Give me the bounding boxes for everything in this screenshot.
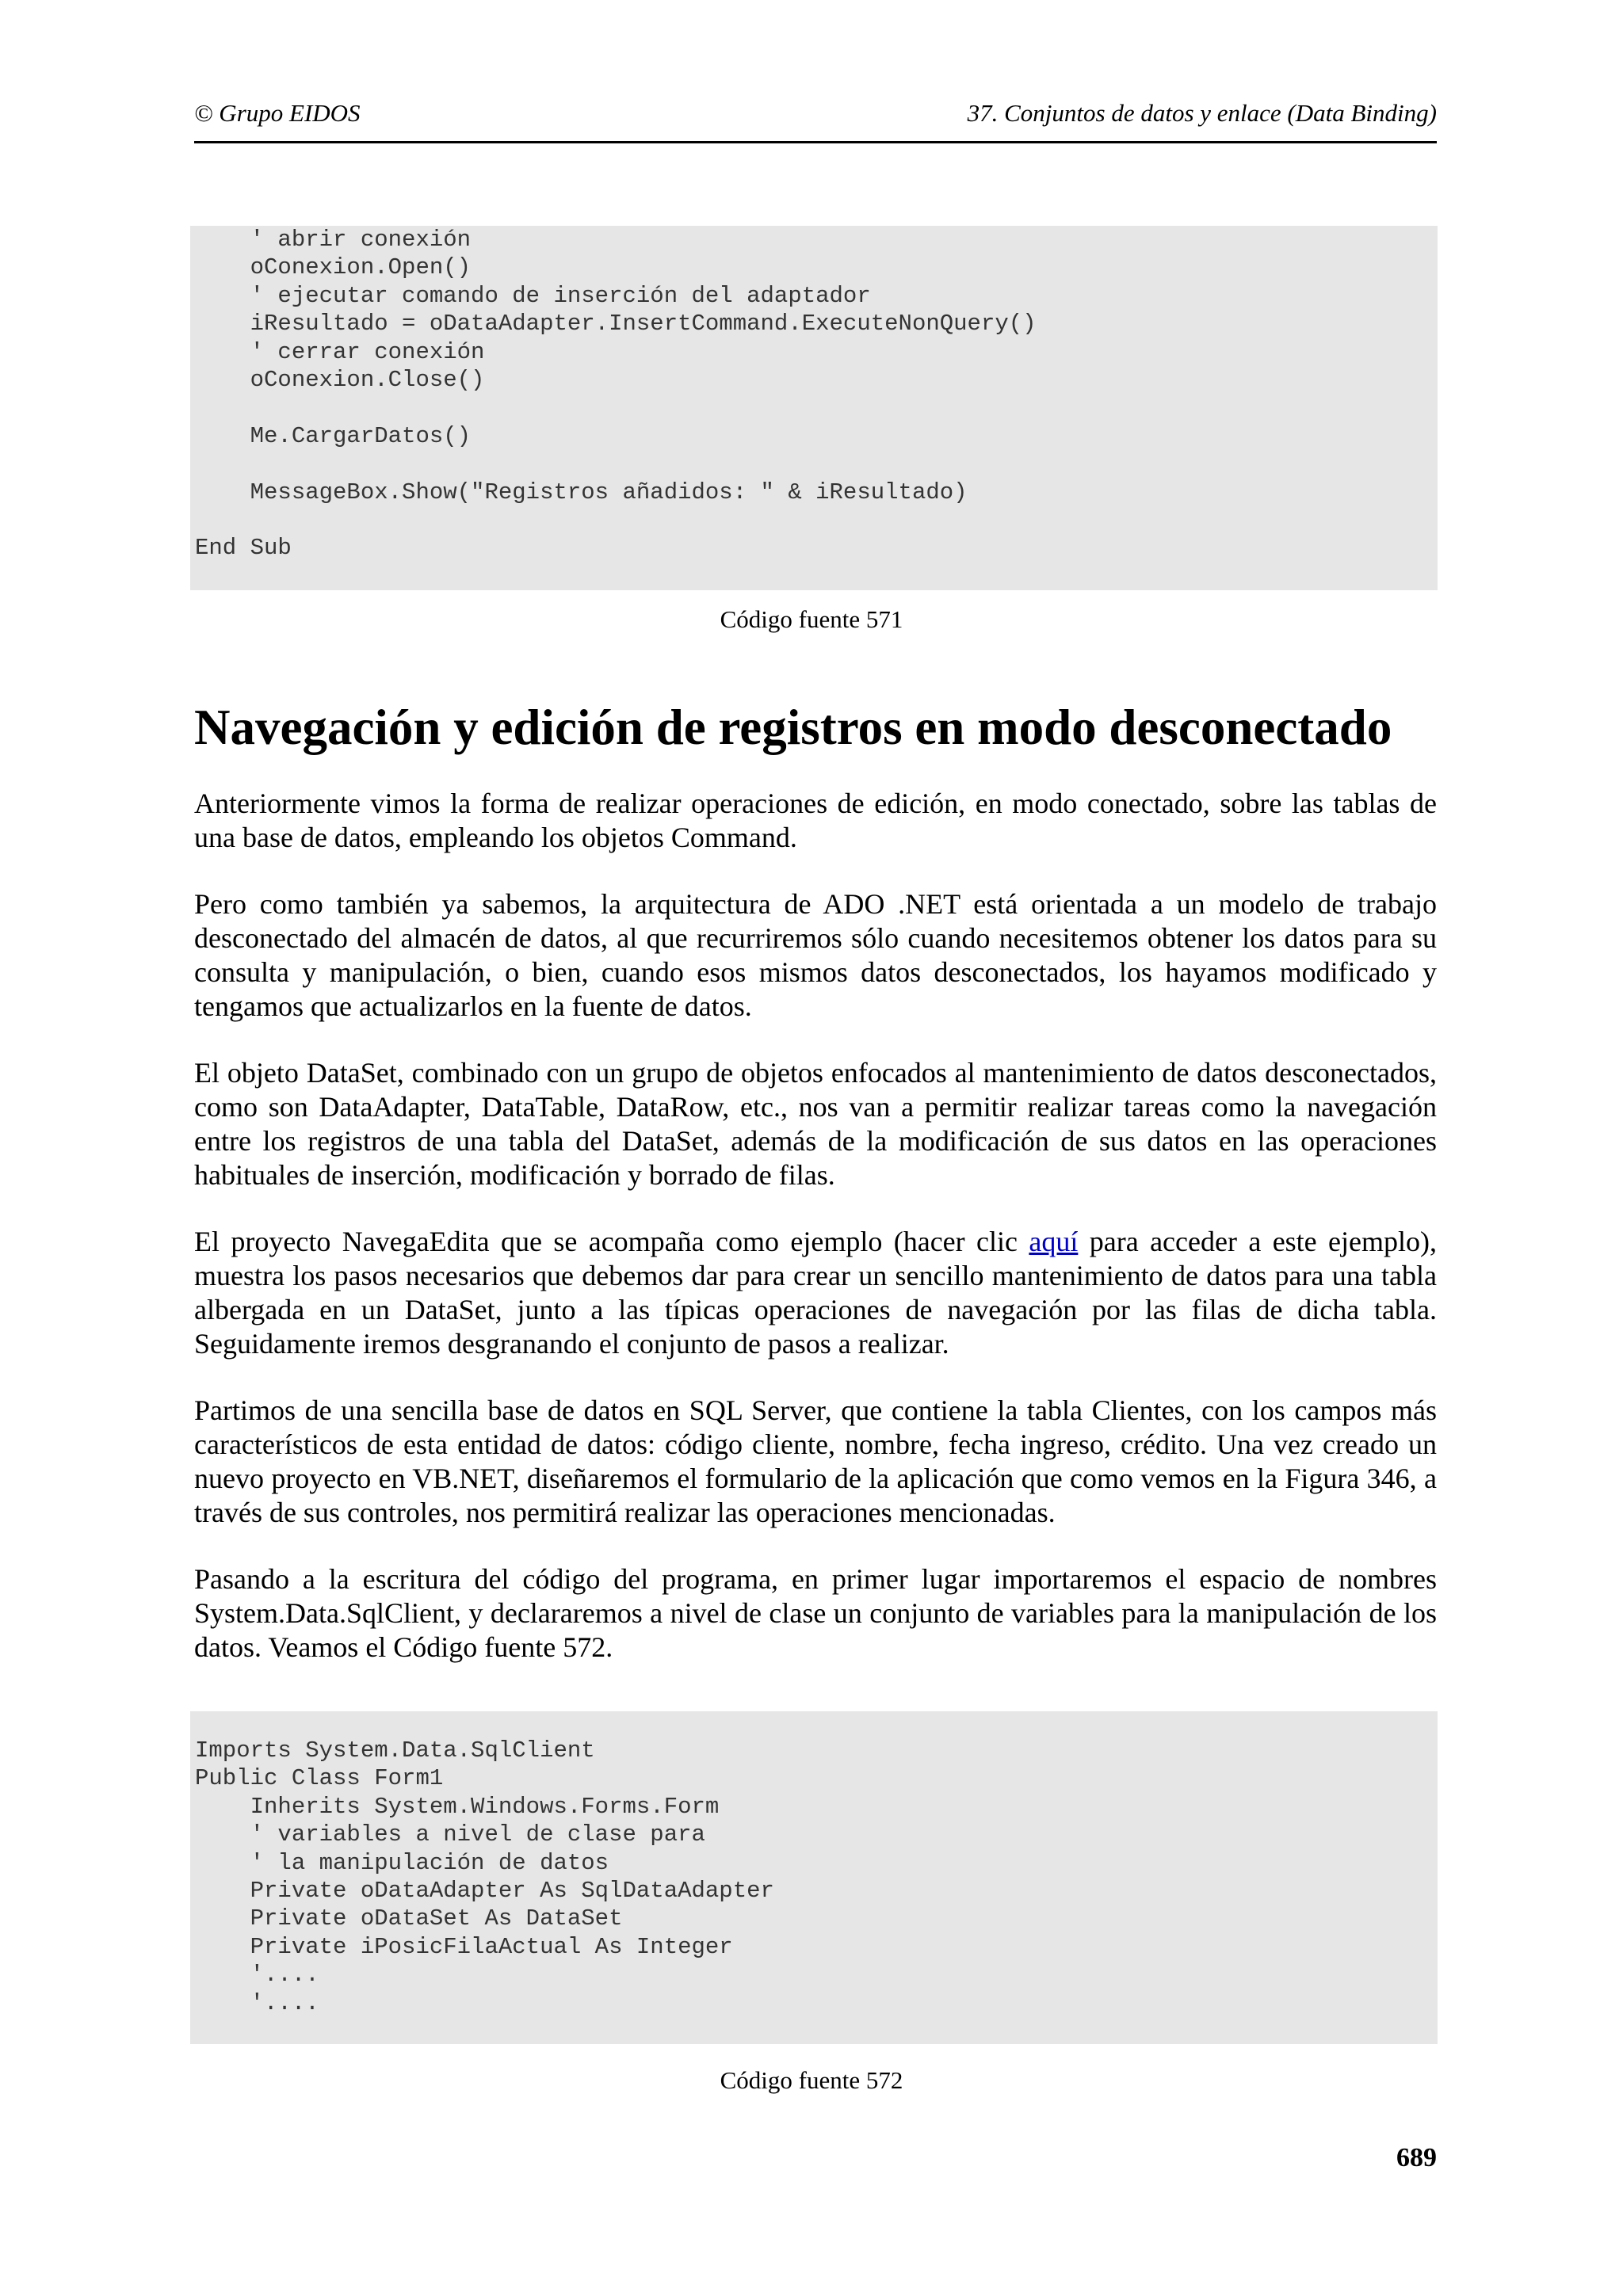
paragraph-4-text-after: para acceder a este ejemplo), muestra los pasos necesarios que debemos dar para crear un sencillo mantenimiento de datos para una tabla albergada en un DataSet, junto a las típicas operaciones de navegación por las filas de dicha tabla. Seguidamente iremos desgranando el conjunto de pasos a realizar. [194,1226,1437,1360]
code-line: Imports System.Data.SqlClient [195,1737,595,1764]
code-line: ' la manipulación de datos [250,1849,609,1876]
code-line: ' cerrar conexión [250,338,485,365]
paragraph-1: Anteriormente vimos la forma de realizar operaciones de edición, en modo conectado, sobre las tablas de una base de datos, empleando los objetos Command. [194,788,1437,853]
paragraph-4 [194,1225,1437,1361]
code-line: '.... [195,1989,319,2016]
code-line: oConexion.Open() [250,254,472,281]
header-chapter-title: 37. Conjuntos de datos y enlace (Data Binding) [967,99,1437,127]
code-listing-571-text [195,226,1438,563]
running-header [194,93,1437,143]
code-line: Inherits System.Windows.Forms.Form [250,1793,720,1820]
paragraph-5: Partimos de una sencilla base de datos en SQL Server, que contiene la tabla Clientes, con los campos más característicos de esta entidad de datos: código cliente, nombre, fecha ingreso, crédito. Una vez creado un nuevo proyecto en VB.NET, diseñaremos el formulario de la aplicación que como vemos en la Figura 346, a través de sus controles, nos permitirá realizar las operaciones mencionadas. [194,1394,1437,1528]
code-line: Private iPosicFilaActual As Integer [250,1933,733,1960]
code-listing-572-text [195,1737,1438,2017]
header-publisher: © Grupo EIDOS [194,99,361,127]
code-line: ' variables a nivel de clase para [250,1821,705,1848]
code-line: '.... [250,1962,319,1989]
code-line: MessageBox.Show("Registros añadidos: " & iResultado) [250,479,968,505]
code-line: Private oDataSet As DataSet [250,1905,623,1932]
section-body [194,787,1437,1697]
code-line: End Sub [195,535,292,562]
code-line: iResultado = oDataAdapter.InsertCommand.ExecuteNonQuery() [250,311,1037,338]
code-line: Public Class Form1 [195,1765,444,1792]
paragraph-2: Pero como también ya sabemos, la arquitectura de ADO .NET está orientada a un modelo de trabajo desconectado del almacén de datos, al que recurriremos sólo cuando necesitemos obtener los datos para su consulta y manipulación, o bien, cuando esos mismos datos desconectados, los hayamos modificado y tengamos que actualizarlos en la fuente de datos. [194,888,1437,1022]
code-line: oConexion.Close() [250,367,485,394]
code-listing-572 [190,1711,1438,2044]
code-line: ' abrir conexión [250,227,472,253]
paragraph-3: El objeto DataSet, combinado con un grupo de objetos enfocados al mantenimiento de datos desconectados, como son DataAdapter, DataTable, DataRow, etc., nos van a permitir realizar tareas como la navegación entre los registros de una tabla del DataSet, además de la modificación de sus datos en las operaciones habituales de inserción, modificación y borrado de filas. [194,1057,1437,1191]
code-listing-571 [190,226,1438,590]
code-line: Me.CargarDatos() [250,422,472,449]
code-line: Private oDataAdapter As SqlDataAdapter [250,1878,774,1905]
code-caption-571: Código fuente 571 [720,605,903,633]
paragraph-4-text-before: El proyecto NavegaEdita que se acompaña como ejemplo (hacer clic [194,1226,1029,1257]
paragraph-6: Pasando a la escritura del código del programa, en primer lugar importaremos el espacio de nombres System.Data.SqlClient, y declararemos a nivel de clase un conjunto de variables para la manipulación de los datos. Veamos el Código fuente 572. [194,1563,1437,1663]
code-caption-572: Código fuente 572 [720,2066,903,2094]
example-link[interactable]: aquí [1029,1226,1079,1257]
page-number: 689 [1396,2143,1437,2172]
code-line: ' ejecutar comando de inserción del adaptador [250,282,871,309]
section-heading: Navegación y edición de registros en modo desconectado [194,700,1392,755]
